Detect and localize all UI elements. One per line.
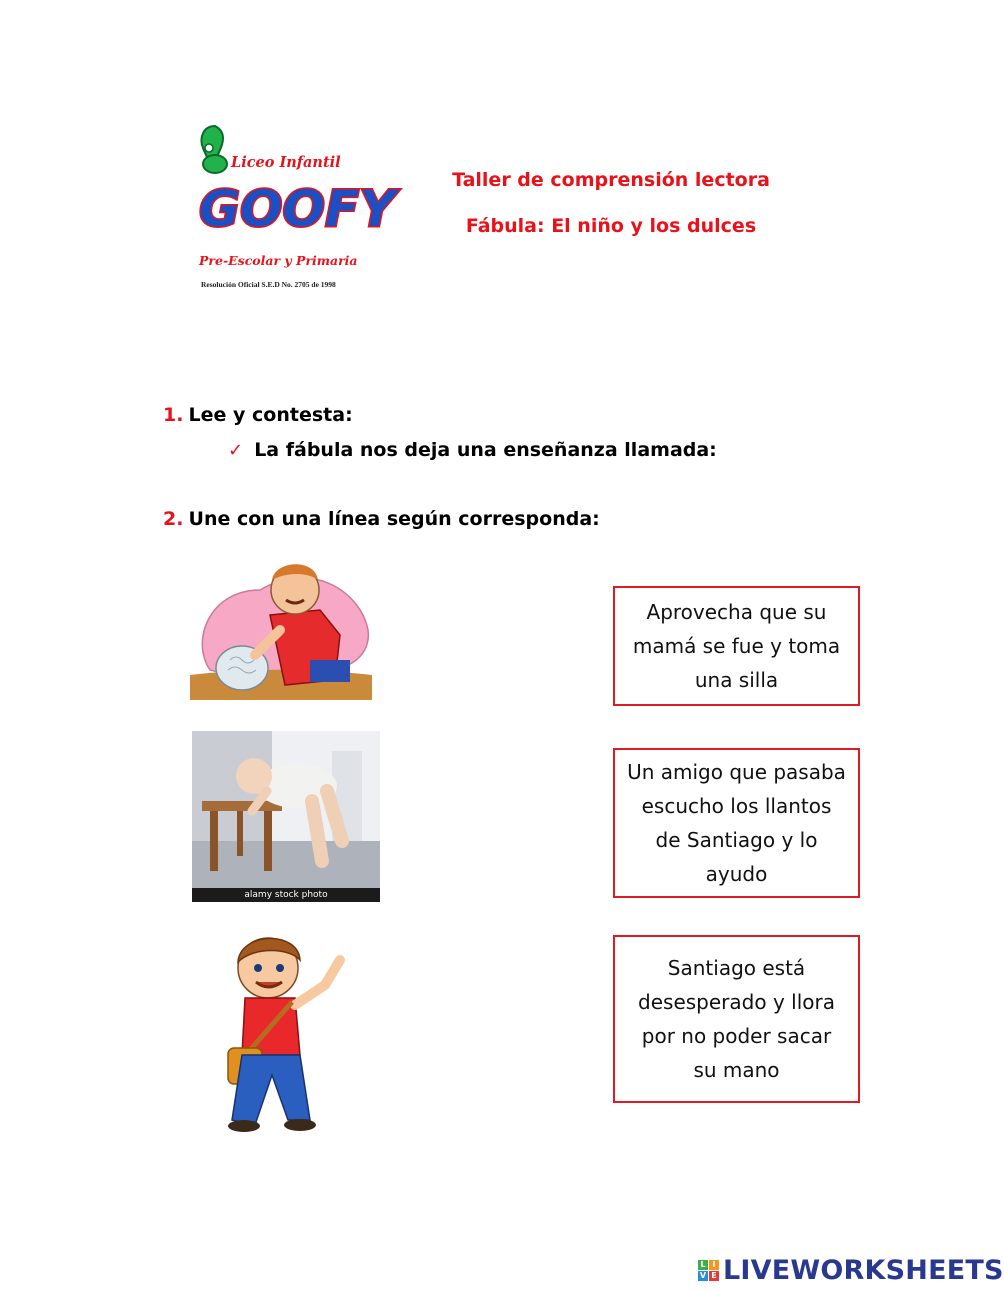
match-box-2[interactable] [613,748,860,898]
match-box-1[interactable] [613,586,860,706]
school-logo [193,118,396,293]
subitem-text: La fábula nos deja una enseñanza llamada: [254,439,717,461]
page-title: Taller de comprensión lectora [452,169,770,191]
match-box-line: Un amigo que pasaba [627,760,846,784]
question-text: Une con una línea según corresponda: [188,508,600,530]
match-box-line: ayudo [705,862,768,886]
page-subtitle: Fábula: El niño y los dulces [465,215,757,237]
match-box-line: Santiago está [667,956,806,980]
match-box-line: de Santiago y lo [655,828,818,852]
liveworksheets-logo[interactable] [698,1255,1004,1286]
boy-crying-jar-illustration [190,550,372,700]
question-1 [163,404,353,426]
question-text: Lee y contesta: [188,404,353,426]
match-box-line: Aprovecha que su [646,600,827,624]
question-number: 1. [163,404,184,426]
match-box-line: desesperado y llora [638,990,835,1014]
match-box-line: por no poder sacar [641,1024,832,1048]
live-badge-icon: L I V E [698,1260,720,1282]
logo-subtitle: Pre-Escolar y Primaria [199,253,358,268]
match-box-line: su mano [693,1058,780,1082]
logo-top-text: Liceo Infantil [231,154,341,171]
logo-brand: GOOFY [199,180,396,238]
match-box-line: escucho los llantos [641,794,832,818]
stock-photo-watermark: alamy stock photo [192,888,380,902]
checkmark-icon: ✓ [228,440,244,461]
baby-on-stool-photo [192,731,380,902]
logo-resolution: Resolución Oficial S.E.D No. 2705 de 1998 [201,280,336,289]
match-box-line: una silla [694,668,779,692]
question-1-subitem [228,439,717,461]
match-box-3[interactable] [613,935,860,1103]
match-box-line: mamá se fue y toma [632,634,841,658]
question-number: 2. [163,508,184,530]
question-2 [163,508,600,530]
boy-waving-illustration [200,930,378,1135]
liveworksheets-wordmark: LIVEWORKSHEETS [723,1255,1004,1286]
